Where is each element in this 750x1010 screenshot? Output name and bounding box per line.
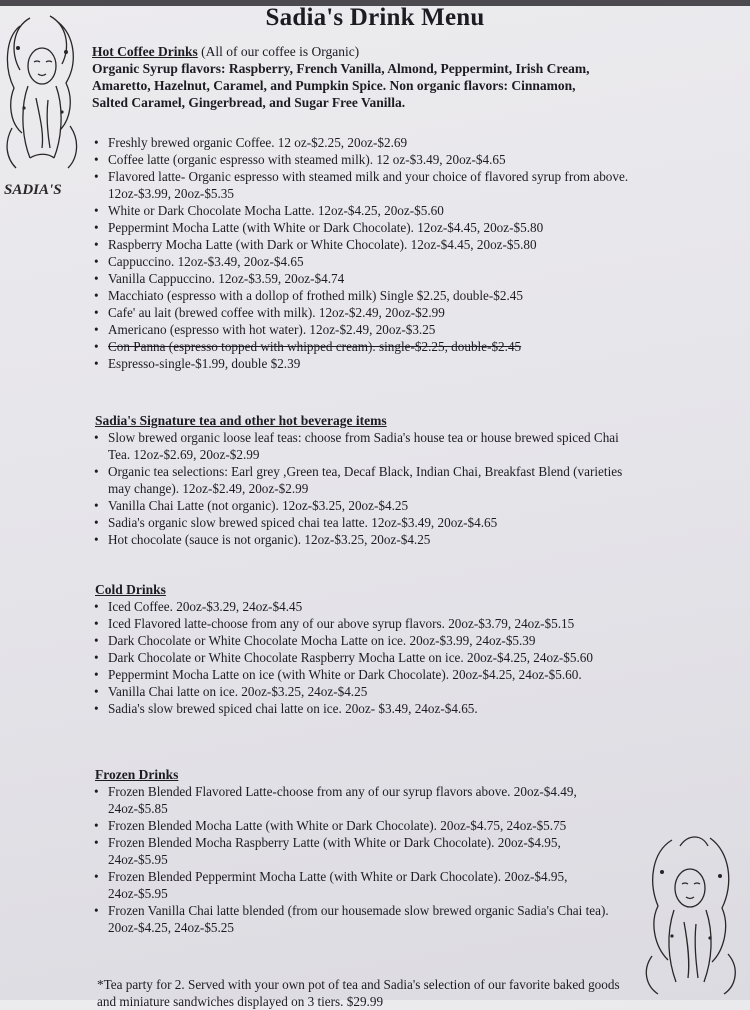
list-item-struck: • Con Panna (espresso topped with whipped cream). single-$2.25, double-$2.45 (92, 338, 632, 355)
list-item: • Peppermint Mocha Latte (with White or Dark Chocolate). 12oz-$4.45, 20oz-$5.80 (92, 219, 632, 236)
list-item: • Espresso-single-$1.99, double $2.39 (92, 355, 632, 372)
page-title: Sadia's Drink Menu (265, 4, 485, 31)
frozen-list (92, 783, 620, 936)
list-item: • Hot chocolate (sauce is not organic). 12oz-$3.25, 20oz-$4.25 (92, 531, 632, 548)
list-item: • Frozen Blended Mocha Latte (with White or Dark Chocolate). 20oz-$4.75, 24oz-$5.75 (92, 817, 620, 834)
list-item: • Sadia's slow brewed spiced chai latte on ice. 20oz- $3.49, 24oz-$4.65. (92, 700, 632, 717)
hot-coffee-heading: Hot Coffee Drinks (92, 44, 198, 59)
list-item: • Vanilla Cappuccino. 12oz-$3.59, 20oz-$4.74 (92, 270, 632, 287)
list-item: • Iced Flavored latte-choose from any of our above syrup flavors. 20oz-$3.79, 24oz-$5.15 (92, 615, 632, 632)
sadias-logo-bottom (632, 826, 750, 1000)
list-item: • Slow brewed organic loose leaf teas: choose from Sadia's house tea or house brewed spiced Chai Tea. 12oz-$2.69, 20oz-$2.99 (92, 429, 632, 463)
hot-coffee-intro (92, 43, 612, 111)
cold-list (92, 598, 632, 717)
tea-party-note: *Tea party for 2. Served with your own pot of tea and Sadia's selection of our favorite baked goods and miniature sandwiches displayed on 3 tiers. $29.99 (97, 977, 620, 1009)
list-item: • Frozen Vanilla Chai latte blended (from our housemade slow brewed organic Sadia's Chai tea). 20oz-$4.25, 24oz-$5.25 (92, 902, 620, 936)
list-item: • Sadia's organic slow brewed spiced chai tea latte. 12oz-$3.49, 20oz-$4.65 (92, 514, 632, 531)
list-item: • Freshly brewed organic Coffee. 12 oz-$2.25, 20oz-$2.69 (92, 134, 632, 151)
list-item: • Flavored latte- Organic espresso with steamed milk and your choice of flavored syrup from above. 12oz-$3.99, 20oz-$5.35 (92, 168, 632, 202)
list-item: • Cappuccino. 12oz-$3.49, 20oz-$4.65 (92, 253, 632, 270)
syrup-flavors: Organic Syrup flavors: Raspberry, French Vanilla, Almond, Peppermint, Irish Cream, Amaretto, Hazelnut, Caramel, and Pumpkin Spice. Non organic flavors: Cinnamon, Salted Caramel, Gingerbread, and Sugar Free Vanilla. (92, 61, 590, 110)
list-item: • Americano (espresso with hot water). 12oz-$2.49, 20oz-$3.25 (92, 321, 632, 338)
hot-coffee-list (92, 134, 632, 372)
list-item: • Cafe' au lait (brewed coffee with milk). 12oz-$2.49, 20oz-$2.99 (92, 304, 632, 321)
list-item: • Peppermint Mocha Latte on ice (with White or Dark Chocolate). 20oz-$4.25, 24oz-$5.60. (92, 666, 632, 683)
list-item: • Dark Chocolate or White Chocolate Mocha Latte on ice. 20oz-$3.99, 24oz-$5.39 (92, 632, 632, 649)
list-item: • Vanilla Chai Latte (not organic). 12oz-$3.25, 20oz-$4.25 (92, 497, 632, 514)
frozen-section-heading: Frozen Drinks (95, 767, 179, 782)
list-item: • Coffee latte (organic espresso with steamed milk). 12 oz-$3.49, 20oz-$4.65 (92, 151, 632, 168)
list-item: • Frozen Blended Peppermint Mocha Latte (with White or Dark Chocolate). 20oz-$4.95, 24oz-$5.95 (92, 868, 620, 902)
sadias-logo-top (0, 8, 88, 198)
list-item: • Dark Chocolate or White Chocolate Raspberry Mocha Latte on ice. 20oz-$4.25, 24oz-$5.60 (92, 649, 632, 666)
cold-section-heading: Cold Drinks (95, 582, 166, 597)
list-item: • Organic tea selections: Earl grey ,Green tea, Decaf Black, Indian Chai, Breakfast Blend (varieties may change). 12oz-$2.49, 20oz-$2.99 (92, 463, 632, 497)
tea-section-heading: Sadia's Signature tea and other hot beverage items (95, 413, 387, 428)
list-item: • Iced Coffee. 20oz-$3.29, 24oz-$4.45 (92, 598, 632, 615)
logo-wordmark-top: SADIA'S (4, 182, 62, 198)
list-item: • Frozen Blended Flavored Latte-choose from any of our syrup flavors above. 20oz-$4.49, 24oz-$5.85 (92, 783, 620, 817)
list-item: • Raspberry Mocha Latte (with Dark or White Chocolate). 12oz-$4.45, 20oz-$5.80 (92, 236, 632, 253)
list-item: • Vanilla Chai latte on ice. 20oz-$3.25, 24oz-$4.25 (92, 683, 632, 700)
list-item: • Frozen Blended Mocha Raspberry Latte (with White or Dark Chocolate). 20oz-$4.95, 24oz-$5.95 (92, 834, 620, 868)
list-item: • Macchiato (espresso with a dollop of frothed milk) Single $2.25, double-$2.45 (92, 287, 632, 304)
tea-list (92, 429, 632, 548)
list-item: • White or Dark Chocolate Mocha Latte. 12oz-$4.25, 20oz-$5.60 (92, 202, 632, 219)
hot-coffee-heading-note: (All of our coffee is Organic) (197, 44, 360, 59)
